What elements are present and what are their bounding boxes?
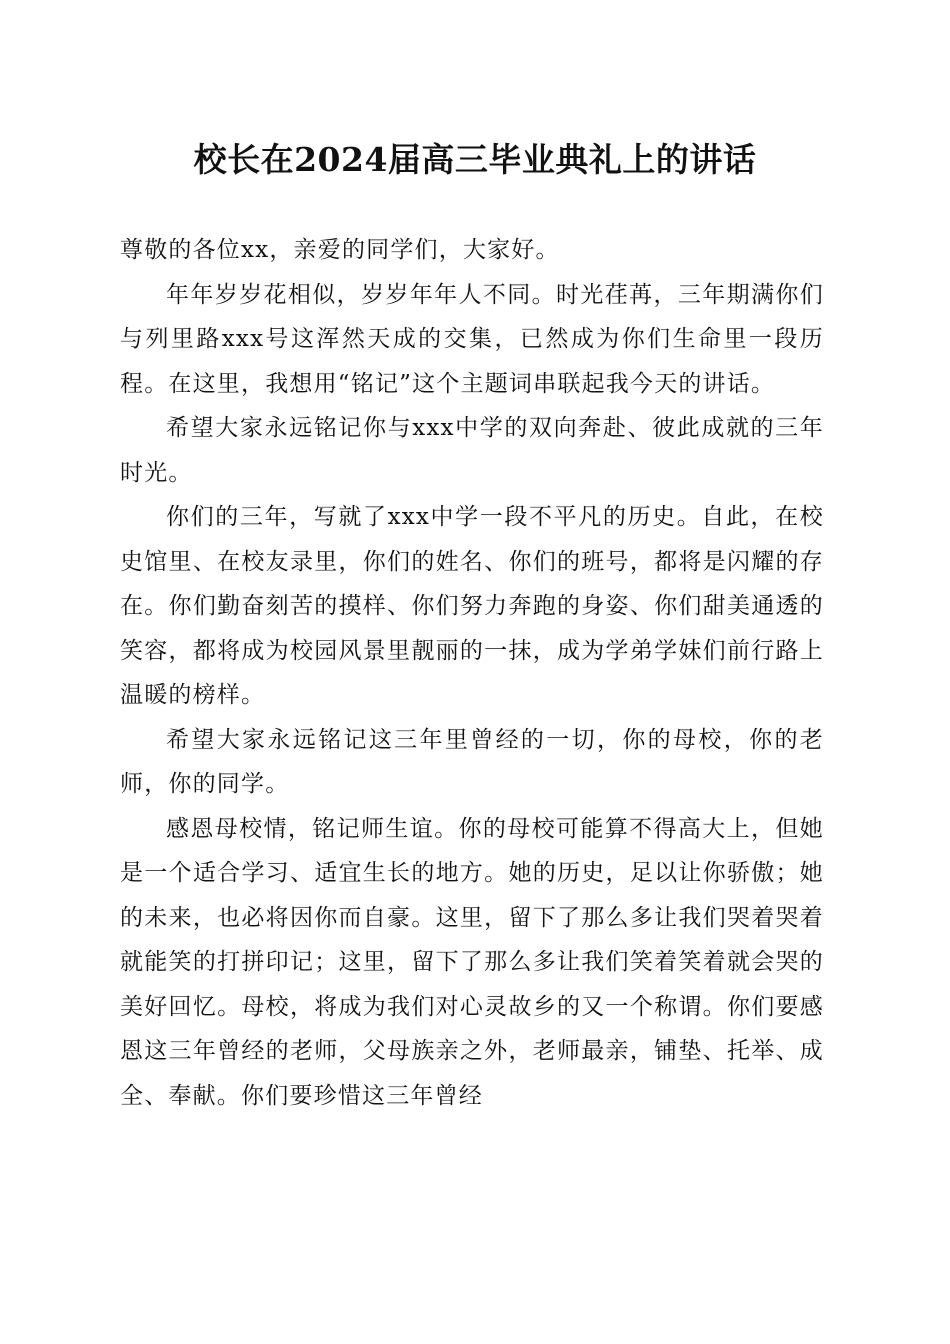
paragraph-1: 年年岁岁花相似，岁岁年年人不同。时光荏苒，三年期满你们与列里路xxx号这浑然天成的交集，已然成为你们生命里一段历程。在这里，我想用“铭记”这个主题词串联起我今天的讲话。: [120, 281, 824, 397]
document-body: [120, 228, 824, 1118]
document-title: 校长在2024届高三毕业典礼上的讲话: [193, 140, 757, 179]
paragraph-3: 你们的三年，写就了xxx中学一段不平凡的历史。自此，在校史馆里、在校友录里，你们的姓名、你们的班号，都将是闪耀的存在。你们勤奋刻苦的摸样、你们努力奔跑的身姿、你们甜美通透的笑容，都将成为校园风景里靓丽的一抹，成为学弟学妹们前行路上温暖的榜样。: [120, 504, 824, 708]
salutation: 尊敬的各位xx，亲爱的同学们，大家好。: [120, 237, 560, 263]
paragraph-2: 希望大家永远铭记你与xxx中学的双向奔赴、彼此成就的三年时光。: [120, 415, 824, 486]
paragraph-5: 感恩母校情，铭记师生谊。你的母校可能算不得高大上，但她是一个适合学习、适宜生长的地方。她的历史，足以让你骄傲；她的未来，也必将因你而自豪。这里，留下了那么多让我们哭着哭着就能笑的打拼印记；这里，留下了那么多让我们笑着笑着就会哭的美好回忆。母校，将成为我们对心灵故乡的又一个称谓。你们要感恩这三年曾经的老师，父母族亲之外，老师最亲，铺垫、托举、成全、奉献。你们要珍惜这三年曾经: [120, 815, 824, 1109]
paragraph-4: 希望大家永远铭记这三年里曾经的一切，你的母校，你的老师，你的同学。: [120, 726, 824, 797]
